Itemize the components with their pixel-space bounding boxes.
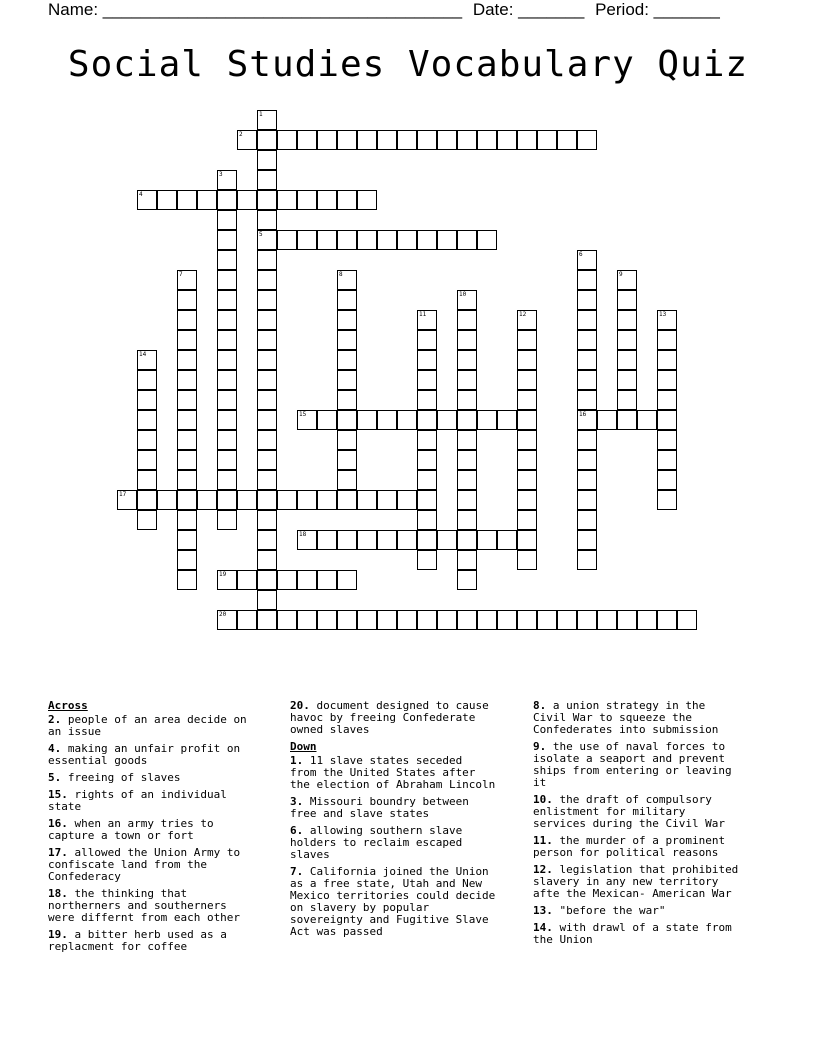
- grid-cell[interactable]: [457, 310, 477, 330]
- grid-cell[interactable]: [517, 330, 537, 350]
- grid-cell[interactable]: [377, 130, 397, 150]
- grid-cell[interactable]: [257, 490, 277, 510]
- grid-cell[interactable]: [517, 430, 537, 450]
- grid-cell[interactable]: [357, 410, 377, 430]
- period-field[interactable]: Period: _______: [595, 0, 720, 19]
- grid-cell[interactable]: [137, 430, 157, 450]
- grid-cell[interactable]: [197, 490, 217, 510]
- grid-cell[interactable]: [257, 570, 277, 590]
- grid-cell[interactable]: [217, 390, 237, 410]
- grid-cell[interactable]: [457, 530, 477, 550]
- clue-across-4: 4. making an unfair profit on essential goods: [48, 742, 241, 767]
- grid-cell[interactable]: [437, 230, 457, 250]
- grid-cell[interactable]: [257, 190, 277, 210]
- grid-cell[interactable]: [517, 370, 537, 390]
- grid-cell[interactable]: [657, 370, 677, 390]
- grid-cell[interactable]: [497, 130, 517, 150]
- grid-cell[interactable]: [297, 490, 317, 510]
- clue-across-2: 2. people of an area decide on an issue: [48, 713, 247, 738]
- grid-cell[interactable]: [477, 610, 497, 630]
- grid-cell[interactable]: [277, 190, 297, 210]
- clue-column-2: [290, 700, 522, 943]
- grid-cell[interactable]: [397, 490, 417, 510]
- grid-cell[interactable]: [537, 130, 557, 150]
- grid-cell[interactable]: [617, 370, 637, 390]
- clue-number-label: 6: [579, 251, 583, 258]
- grid-cell[interactable]: [317, 230, 337, 250]
- grid-cell[interactable]: [377, 530, 397, 550]
- grid-cell[interactable]: [657, 430, 677, 450]
- grid-cell[interactable]: [297, 230, 317, 250]
- grid-cell[interactable]: [257, 610, 277, 630]
- grid-cell[interactable]: [257, 470, 277, 490]
- grid-cell[interactable]: [277, 230, 297, 250]
- grid-cell[interactable]: [457, 470, 477, 490]
- clue-down-1: 1. 11 slave states seceded from the United States after the election of Abraham Lincoln: [290, 754, 496, 791]
- grid-cell[interactable]: [617, 410, 637, 430]
- grid-cell[interactable]: [577, 130, 597, 150]
- grid-cell[interactable]: [577, 530, 597, 550]
- grid-cell[interactable]: [337, 490, 357, 510]
- grid-cell[interactable]: [217, 510, 237, 530]
- grid-cell[interactable]: [177, 430, 197, 450]
- grid-cell[interactable]: [517, 530, 537, 550]
- grid-cell[interactable]: [237, 610, 257, 630]
- grid-cell[interactable]: [257, 450, 277, 470]
- grid-cell[interactable]: [457, 550, 477, 570]
- grid-cell[interactable]: [657, 610, 677, 630]
- clue-number-label: 1: [259, 111, 263, 118]
- grid-cell[interactable]: [577, 450, 597, 470]
- grid-cell[interactable]: [217, 370, 237, 390]
- grid-cell[interactable]: [177, 550, 197, 570]
- clue-down-3: 3. Missouri boundry between free and slave states: [290, 795, 469, 820]
- grid-cell[interactable]: [657, 450, 677, 470]
- grid-cell[interactable]: [437, 130, 457, 150]
- grid-cell[interactable]: [337, 470, 357, 490]
- grid-cell[interactable]: [437, 610, 457, 630]
- grid-cell[interactable]: [257, 310, 277, 330]
- grid-cell[interactable]: [617, 610, 637, 630]
- grid-cell[interactable]: [217, 310, 237, 330]
- grid-cell[interactable]: [577, 470, 597, 490]
- grid-cell[interactable]: [577, 430, 597, 450]
- grid-cell[interactable]: [257, 270, 277, 290]
- grid-cell[interactable]: [597, 610, 617, 630]
- grid-cell[interactable]: [477, 530, 497, 550]
- grid-cell[interactable]: [337, 330, 357, 350]
- grid-cell[interactable]: [657, 490, 677, 510]
- grid-cell[interactable]: [617, 350, 637, 370]
- grid-cell[interactable]: [417, 470, 437, 490]
- grid-cell[interactable]: [257, 370, 277, 390]
- grid-cell[interactable]: [457, 350, 477, 370]
- grid-cell[interactable]: [497, 530, 517, 550]
- grid-cell[interactable]: [257, 250, 277, 270]
- clue-number-label: 5: [259, 231, 263, 238]
- grid-cell[interactable]: [417, 550, 437, 570]
- grid-cell[interactable]: [517, 550, 537, 570]
- grid-cell[interactable]: [277, 570, 297, 590]
- grid-cell[interactable]: [177, 390, 197, 410]
- grid-cell[interactable]: [257, 350, 277, 370]
- clue-number-label: 13: [659, 311, 667, 318]
- grid-cell[interactable]: [417, 390, 437, 410]
- grid-cell[interactable]: [657, 390, 677, 410]
- clue-across-16: 16. when an army tries to capture a town or fort: [48, 817, 214, 842]
- clue-down-9: 9. the use of naval forces to isolate a seaport and prevent ships from entering or leaving it: [533, 740, 732, 789]
- grid-cell[interactable]: [217, 270, 237, 290]
- grid-cell[interactable]: [257, 550, 277, 570]
- grid-cell[interactable]: [177, 350, 197, 370]
- grid-cell[interactable]: [217, 450, 237, 470]
- grid-cell[interactable]: [257, 430, 277, 450]
- grid-cell[interactable]: [517, 130, 537, 150]
- grid-cell[interactable]: [517, 510, 537, 530]
- grid-cell[interactable]: [337, 290, 357, 310]
- clue-number-label: 18: [299, 531, 307, 538]
- grid-cell[interactable]: [417, 510, 437, 530]
- clue-down-14: 14. with drawl of a state from the Union: [533, 921, 732, 946]
- clue-number-label: 2: [239, 131, 243, 138]
- grid-cell[interactable]: [237, 490, 257, 510]
- grid-cell[interactable]: [397, 610, 417, 630]
- grid-cell[interactable]: [257, 150, 277, 170]
- grid-cell[interactable]: [577, 390, 597, 410]
- grid-cell[interactable]: [457, 490, 477, 510]
- grid-cell[interactable]: [577, 290, 597, 310]
- grid-cell[interactable]: [457, 330, 477, 350]
- clue-down-11: 11. the murder of a prominent person for political reasons: [533, 834, 726, 859]
- grid-cell[interactable]: [577, 550, 597, 570]
- grid-cell[interactable]: [417, 610, 437, 630]
- grid-cell[interactable]: [237, 570, 257, 590]
- grid-cell[interactable]: [417, 330, 437, 350]
- grid-cell[interactable]: [577, 370, 597, 390]
- grid-cell[interactable]: [337, 530, 357, 550]
- across-heading: Across: [48, 699, 88, 712]
- grid-cell[interactable]: [257, 590, 277, 610]
- grid-cell[interactable]: [637, 610, 657, 630]
- grid-cell[interactable]: [557, 130, 577, 150]
- clue-number-label: 4: [139, 191, 143, 198]
- grid-cell[interactable]: [457, 570, 477, 590]
- grid-cell[interactable]: [277, 130, 297, 150]
- grid-cell[interactable]: [357, 230, 377, 250]
- clue-across-5: 5. freeing of slaves: [48, 771, 181, 784]
- grid-cell[interactable]: [577, 490, 597, 510]
- grid-cell[interactable]: [337, 190, 357, 210]
- grid-cell[interactable]: [317, 570, 337, 590]
- grid-cell[interactable]: [477, 130, 497, 150]
- grid-cell[interactable]: [457, 430, 477, 450]
- clue-number-label: 16: [579, 411, 587, 418]
- grid-cell[interactable]: [377, 490, 397, 510]
- name-field[interactable]: Name: ______________________________________: [48, 0, 463, 19]
- clue-down-13: 13. "before the war": [533, 904, 666, 917]
- grid-cell[interactable]: [337, 450, 357, 470]
- grid-cell[interactable]: [257, 210, 277, 230]
- grid-cell[interactable]: [137, 390, 157, 410]
- grid-cell[interactable]: [337, 430, 357, 450]
- grid-cell[interactable]: [617, 310, 637, 330]
- clue-across-18: 18. the thinking that northerners and southerners were differnt from each other: [48, 887, 241, 924]
- grid-cell[interactable]: [397, 530, 417, 550]
- grid-cell[interactable]: [297, 570, 317, 590]
- grid-cell[interactable]: [477, 410, 497, 430]
- clue-number-label: 3: [219, 171, 223, 178]
- grid-cell[interactable]: [257, 410, 277, 430]
- grid-cell[interactable]: [417, 350, 437, 370]
- grid-cell[interactable]: [217, 350, 237, 370]
- date-field[interactable]: Date: _______: [472, 0, 585, 19]
- clue-down-12: 12. legislation that prohibited slavery in any new territory afte the Mexican- American War: [533, 863, 739, 900]
- clue-number-label: 19: [219, 571, 227, 578]
- grid-cell[interactable]: [577, 510, 597, 530]
- grid-cell[interactable]: [657, 350, 677, 370]
- grid-cell[interactable]: [257, 390, 277, 410]
- clue-number-label: 15: [299, 411, 307, 418]
- grid-cell[interactable]: [317, 130, 337, 150]
- grid-cell[interactable]: [657, 470, 677, 490]
- grid-cell[interactable]: [597, 410, 617, 430]
- grid-cell[interactable]: [257, 530, 277, 550]
- grid-cell[interactable]: [417, 490, 437, 510]
- grid-cell[interactable]: [417, 410, 437, 430]
- grid-cell[interactable]: [257, 510, 277, 530]
- grid-cell[interactable]: [617, 390, 637, 410]
- clue-number-label: 11: [419, 311, 427, 318]
- page-title: Social Studies Vocabulary Quiz: [67, 44, 749, 85]
- grid-cell[interactable]: [577, 610, 597, 630]
- grid-cell[interactable]: [577, 310, 597, 330]
- grid-cell[interactable]: [457, 610, 477, 630]
- clue-number-label: 10: [459, 291, 467, 298]
- grid-cell[interactable]: [177, 450, 197, 470]
- grid-cell[interactable]: [337, 390, 357, 410]
- clue-number-label: 7: [179, 271, 183, 278]
- grid-cell[interactable]: [177, 290, 197, 310]
- grid-cell[interactable]: [137, 370, 157, 390]
- grid-cell[interactable]: [257, 130, 277, 150]
- clue-number-label: 12: [519, 311, 527, 318]
- grid-cell[interactable]: [537, 610, 557, 630]
- grid-cell[interactable]: [457, 130, 477, 150]
- grid-cell[interactable]: [177, 310, 197, 330]
- grid-cell[interactable]: [417, 450, 437, 470]
- grid-cell[interactable]: [337, 410, 357, 430]
- grid-cell[interactable]: [377, 410, 397, 430]
- grid-cell[interactable]: [577, 270, 597, 290]
- grid-cell[interactable]: [417, 530, 437, 550]
- grid-cell[interactable]: [517, 610, 537, 630]
- grid-cell[interactable]: [457, 510, 477, 530]
- grid-cell[interactable]: [157, 490, 177, 510]
- grid-cell[interactable]: [297, 130, 317, 150]
- grid-cell[interactable]: [357, 490, 377, 510]
- grid-cell[interactable]: [357, 190, 377, 210]
- grid-cell[interactable]: [617, 330, 637, 350]
- grid-cell[interactable]: [317, 490, 337, 510]
- grid-cell[interactable]: [657, 410, 677, 430]
- grid-cell[interactable]: [217, 250, 237, 270]
- clue-number-label: 8: [339, 271, 343, 278]
- grid-cell[interactable]: [177, 190, 197, 210]
- grid-cell[interactable]: [457, 230, 477, 250]
- grid-cell[interactable]: [337, 610, 357, 630]
- clue-number-label: 9: [619, 271, 623, 278]
- grid-cell[interactable]: [277, 490, 297, 510]
- clue-column-3: [533, 700, 765, 951]
- grid-cell[interactable]: [317, 530, 337, 550]
- grid-cell[interactable]: [257, 290, 277, 310]
- grid-cell[interactable]: [317, 190, 337, 210]
- grid-cell[interactable]: [557, 610, 577, 630]
- grid-cell[interactable]: [417, 370, 437, 390]
- grid-cell[interactable]: [317, 610, 337, 630]
- grid-cell[interactable]: [297, 610, 317, 630]
- grid-cell[interactable]: [457, 390, 477, 410]
- grid-cell[interactable]: [617, 290, 637, 310]
- grid-cell[interactable]: [517, 390, 537, 410]
- grid-cell[interactable]: [517, 450, 537, 470]
- grid-cell[interactable]: [657, 330, 677, 350]
- grid-cell[interactable]: [417, 130, 437, 150]
- grid-cell[interactable]: [217, 470, 237, 490]
- grid-cell[interactable]: [437, 410, 457, 430]
- grid-cell[interactable]: [237, 190, 257, 210]
- grid-cell[interactable]: [177, 570, 197, 590]
- grid-cell[interactable]: [137, 510, 157, 530]
- grid-cell[interactable]: [337, 230, 357, 250]
- grid-cell[interactable]: [397, 410, 417, 430]
- grid-cell[interactable]: [497, 610, 517, 630]
- grid-cell[interactable]: [217, 330, 237, 350]
- grid-cell[interactable]: [517, 490, 537, 510]
- clue-across-15: 15. rights of an individual state: [48, 788, 227, 813]
- grid-cell[interactable]: [197, 190, 217, 210]
- grid-cell[interactable]: [177, 510, 197, 530]
- grid-cell[interactable]: [457, 370, 477, 390]
- grid-cell[interactable]: [377, 230, 397, 250]
- grid-cell[interactable]: [337, 570, 357, 590]
- grid-cell[interactable]: [397, 130, 417, 150]
- grid-cell[interactable]: [137, 410, 157, 430]
- grid-cell[interactable]: [257, 170, 277, 190]
- grid-cell[interactable]: [297, 190, 317, 210]
- grid-cell[interactable]: [177, 370, 197, 390]
- grid-cell[interactable]: [357, 530, 377, 550]
- grid-cell[interactable]: [357, 610, 377, 630]
- grid-cell[interactable]: [457, 410, 477, 430]
- grid-cell[interactable]: [577, 330, 597, 350]
- grid-cell[interactable]: [157, 190, 177, 210]
- grid-cell[interactable]: [217, 190, 237, 210]
- grid-cell[interactable]: [317, 410, 337, 430]
- grid-cell[interactable]: [517, 410, 537, 430]
- grid-cell[interactable]: [217, 210, 237, 230]
- clue-down-6: 6. allowing southern slave holders to reclaim escaped slaves: [290, 824, 463, 861]
- grid-cell[interactable]: [137, 490, 157, 510]
- grid-cell[interactable]: [517, 350, 537, 370]
- clue-number-label: 17: [119, 491, 127, 498]
- grid-cell[interactable]: [137, 450, 157, 470]
- grid-cell[interactable]: [217, 490, 237, 510]
- grid-cell[interactable]: [277, 610, 297, 630]
- grid-cell[interactable]: [337, 350, 357, 370]
- grid-cell[interactable]: [517, 470, 537, 490]
- grid-cell[interactable]: [417, 230, 437, 250]
- grid-cell[interactable]: [637, 410, 657, 430]
- grid-cell[interactable]: [457, 450, 477, 470]
- grid-cell[interactable]: [337, 370, 357, 390]
- clue-down-10: 10. the draft of compulsory enlistment for military services during the Civil War: [533, 793, 726, 830]
- clue-number-label: 20: [219, 611, 227, 618]
- clue-down-7: 7. California joined the Union as a free state, Utah and New Mexico territories could decide on slavery by popular sovereignty and Fugitive Slave Act was passed: [290, 865, 496, 938]
- grid-cell[interactable]: [437, 530, 457, 550]
- grid-cell[interactable]: [497, 410, 517, 430]
- down-heading: Down: [290, 740, 317, 753]
- grid-cell[interactable]: [377, 610, 397, 630]
- grid-cell[interactable]: [357, 130, 377, 150]
- grid-cell[interactable]: [217, 430, 237, 450]
- grid-cell[interactable]: [477, 230, 497, 250]
- grid-cell[interactable]: [177, 470, 197, 490]
- grid-cell[interactable]: [177, 410, 197, 430]
- grid-cell[interactable]: [417, 430, 437, 450]
- grid-cell[interactable]: [397, 230, 417, 250]
- grid-cell[interactable]: [257, 330, 277, 350]
- clue-across-20: 20. document designed to cause havoc by freeing Confederate owned slaves: [290, 699, 489, 736]
- grid-cell[interactable]: [337, 130, 357, 150]
- clue-down-8: 8. a union strategy in the Civil War to squeeze the Confederates into submission: [533, 699, 719, 736]
- grid-cell[interactable]: [177, 530, 197, 550]
- clue-number-label: 14: [139, 351, 147, 358]
- grid-cell[interactable]: [177, 490, 197, 510]
- clue-across-17: 17. allowed the Union Army to confiscate land from the Confederacy: [48, 846, 241, 883]
- clue-across-19: 19. a bitter herb used as a replacment for coffee: [48, 928, 227, 953]
- grid-cell[interactable]: [137, 470, 157, 490]
- grid-cell[interactable]: [577, 350, 597, 370]
- grid-cell[interactable]: [217, 410, 237, 430]
- clue-column-1: [48, 700, 280, 958]
- grid-cell[interactable]: [217, 290, 237, 310]
- grid-cell[interactable]: [177, 330, 197, 350]
- grid-cell[interactable]: [677, 610, 697, 630]
- grid-cell[interactable]: [217, 230, 237, 250]
- grid-cell[interactable]: [337, 310, 357, 330]
